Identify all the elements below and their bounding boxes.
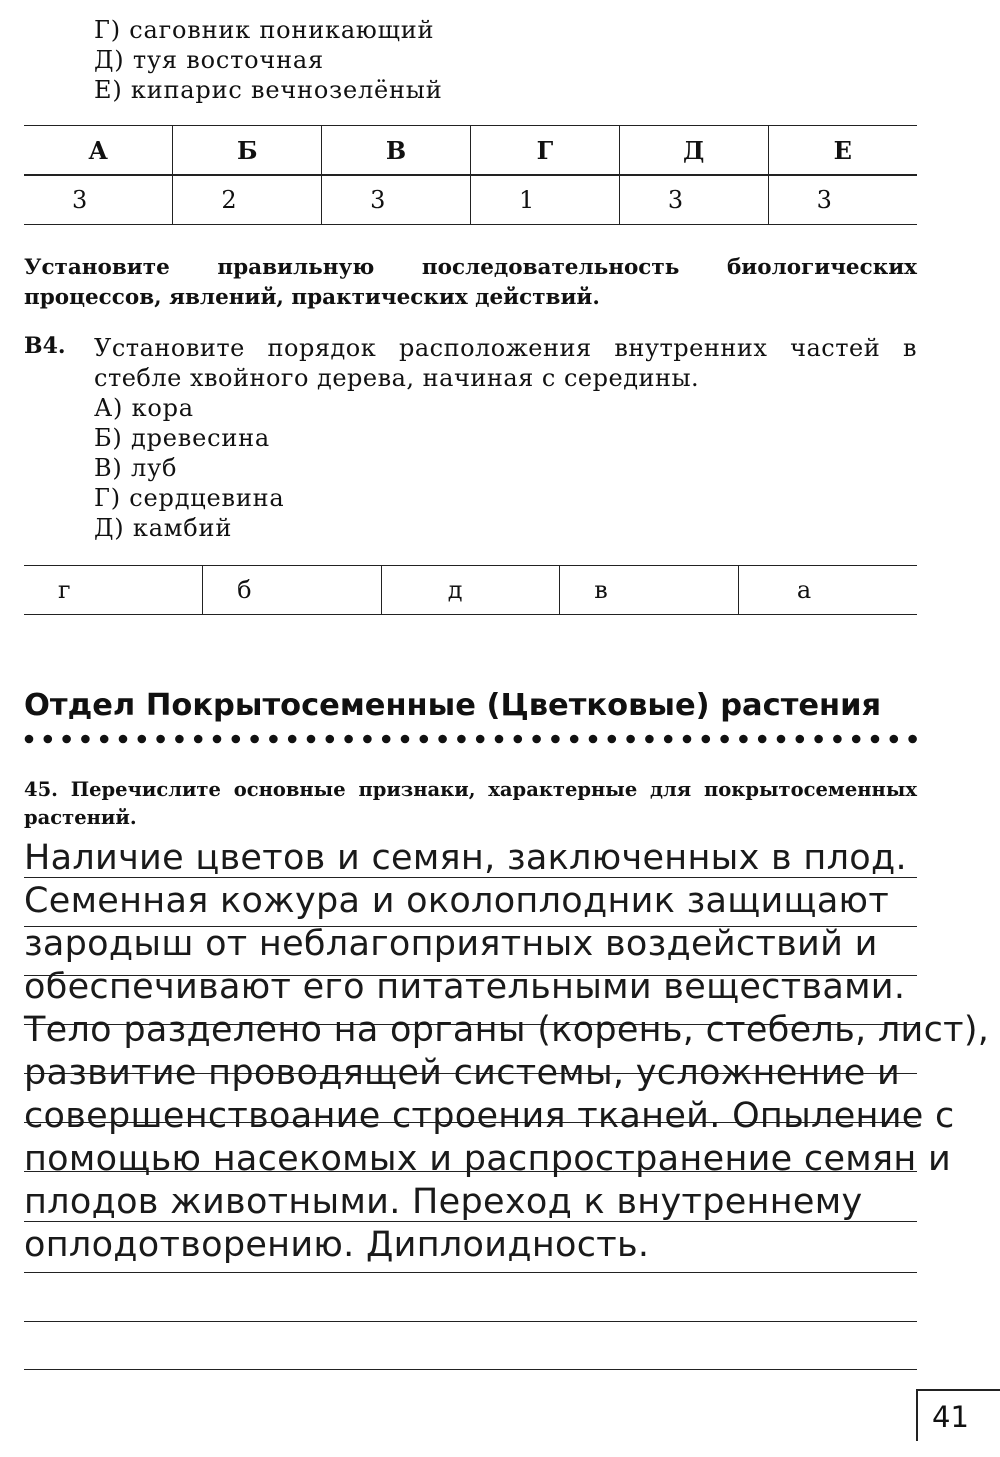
b4-option: Д) камбий xyxy=(94,514,233,542)
divider-dot xyxy=(326,735,335,744)
b4-option: Б) древесина xyxy=(94,424,271,452)
divider-dot xyxy=(156,735,165,744)
divider-dot xyxy=(570,735,579,744)
divider-dot xyxy=(739,735,748,744)
section-instruction: Установите правильную последовательность биологических процессов, явлений, практических действий. xyxy=(24,255,917,310)
section-title: Отдел Покрытосеменные (Цветковые) растения xyxy=(24,688,882,723)
handwritten-answer-line: обеспечивают его питательными веществами. xyxy=(24,967,906,1007)
ruled-line xyxy=(24,1272,917,1273)
handwritten-answer-line: плодов животными. Переход к внутреннему xyxy=(24,1182,863,1222)
table-header-cell: Г xyxy=(470,126,619,176)
table-header-cell: Е xyxy=(768,126,917,176)
handwritten-answer-line: зародыш от неблагоприятных воздействий и xyxy=(24,924,878,964)
option-g: Г) саговник поникающий xyxy=(94,16,435,44)
divider-dot xyxy=(683,735,692,744)
divider-dot xyxy=(796,735,805,744)
divider-dot xyxy=(62,735,71,744)
table-header-cell: Д xyxy=(619,126,768,176)
sequence-answer-cell: г xyxy=(24,566,203,615)
divider-dot xyxy=(890,735,899,744)
divider-dot xyxy=(420,735,429,744)
table-answer-cell: 1 xyxy=(470,175,619,225)
table-header-cell: В xyxy=(322,126,471,176)
page-number: 41 xyxy=(932,1400,969,1434)
dotted-divider xyxy=(24,733,919,745)
divider-dot xyxy=(852,735,861,744)
sequence-answer-cell: б xyxy=(203,566,382,615)
option-e: Е) кипарис вечнозелёный xyxy=(94,76,443,104)
divider-dot xyxy=(626,735,635,744)
handwritten-answer-line: помощью насекомых и распространение семян и xyxy=(24,1139,952,1179)
table-answer-cell: 3 xyxy=(768,175,917,225)
b4-option: Г) сердцевина xyxy=(94,484,285,512)
divider-dot xyxy=(81,735,90,744)
handwritten-answer-line: Наличие цветов и семян, заключенных в плод. xyxy=(24,838,907,878)
divider-dot xyxy=(758,735,767,744)
divider-dot xyxy=(44,735,53,744)
divider-dot xyxy=(250,735,259,744)
answer-table-2 xyxy=(24,565,917,615)
divider-dot xyxy=(363,735,372,744)
divider-dot xyxy=(138,735,147,744)
table-answer-cell: 3 xyxy=(322,175,471,225)
question-number: В4. xyxy=(24,333,66,359)
b4-option: В) луб xyxy=(94,454,178,482)
ruled-line xyxy=(24,1321,917,1322)
table-answer-cell: 2 xyxy=(173,175,322,225)
divider-dot xyxy=(194,735,203,744)
table-header-cell: Б xyxy=(173,126,322,176)
table-answer-cell: 3 xyxy=(24,175,173,225)
divider-dot xyxy=(100,735,109,744)
divider-dot xyxy=(438,735,447,744)
answer-table-1 xyxy=(24,125,917,225)
divider-dot xyxy=(589,735,598,744)
option-d: Д) туя восточная xyxy=(94,46,324,74)
divider-dot xyxy=(213,735,222,744)
divider-dot xyxy=(401,735,410,744)
divider-dot xyxy=(382,735,391,744)
divider-dot xyxy=(119,735,128,744)
divider-dot xyxy=(814,735,823,744)
divider-dot xyxy=(476,735,485,744)
divider-dot xyxy=(457,735,466,744)
divider-dot xyxy=(551,735,560,744)
sequence-answer-cell: в xyxy=(560,566,739,615)
handwritten-answer-line: оплодотворению. Диплоидность. xyxy=(24,1225,650,1265)
divider-dot xyxy=(25,735,34,744)
sequence-answer-cell: а xyxy=(738,566,917,615)
divider-dot xyxy=(532,735,541,744)
divider-dot xyxy=(175,735,184,744)
divider-dot xyxy=(777,735,786,744)
ruled-line xyxy=(24,1369,917,1370)
sequence-answer-cell: д xyxy=(381,566,560,615)
divider-dot xyxy=(495,735,504,744)
handwritten-answer-line: Тело разделено на органы (корень, стебель, лист), xyxy=(24,1010,990,1050)
b4-option: А) кора xyxy=(94,394,194,422)
divider-dot xyxy=(645,735,654,744)
divider-dot xyxy=(871,735,880,744)
divider-dot xyxy=(908,735,917,744)
table-answer-cell: 3 xyxy=(619,175,768,225)
divider-dot xyxy=(288,735,297,744)
question-text: Установите порядок расположения внутренних частей в стебле хвойного дерева, начиная с середины. xyxy=(94,334,917,392)
divider-dot xyxy=(702,735,711,744)
handwritten-answer-line: развитие проводящей системы, усложнение и xyxy=(24,1053,901,1093)
divider-dot xyxy=(514,735,523,744)
handwritten-answer-line: Семенная кожура и околоплодник защищают xyxy=(24,881,890,921)
question-45-text: 45. Перечислите основные признаки, характерные для покрытосеменных растений. xyxy=(24,778,917,829)
divider-dot xyxy=(720,735,729,744)
table-header-cell: А xyxy=(24,126,173,176)
divider-dot xyxy=(833,735,842,744)
divider-dot xyxy=(608,735,617,744)
divider-dot xyxy=(344,735,353,744)
handwritten-answer-line: совершенствоание строения тканей. Опыление с xyxy=(24,1096,955,1136)
divider-dot xyxy=(307,735,316,744)
divider-dot xyxy=(664,735,673,744)
divider-dot xyxy=(269,735,278,744)
divider-dot xyxy=(232,735,241,744)
